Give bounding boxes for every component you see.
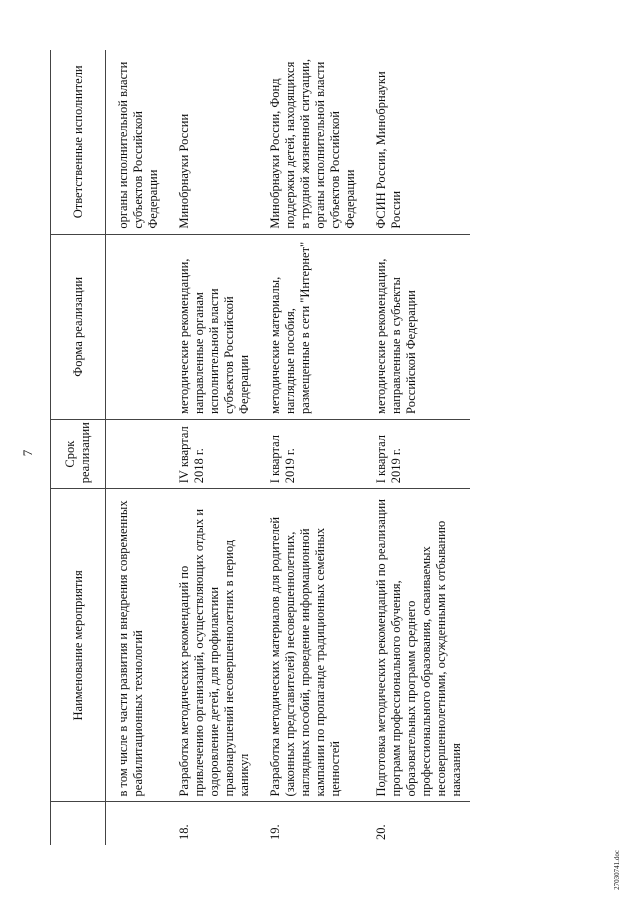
rotated-table-container (50, 50, 590, 845)
table-row-continuation (106, 50, 168, 845)
cell-form: методические рекомендации, направленные в субъекты Российской Федерации (364, 234, 470, 419)
header-measure-name: Наименование мероприятия (51, 489, 106, 802)
cell-term (106, 419, 168, 488)
cell-term: I квартал 2019 г. (364, 419, 470, 488)
cell-executors: органы исполнительной власти субъектов Российской Федерации (106, 50, 168, 234)
header-number (51, 802, 106, 845)
cell-number: 18. (177, 824, 191, 840)
header-form: Форма реализации (51, 234, 106, 419)
cell-measure-name: в том числе в части развития и внедрения современных реабилитационных технологий (106, 489, 168, 802)
cell-measure-name: Разработка методических рекомендаций по привлечению организаций, осуществляющих отдых и оздоровление детей, для профилактики правонарушений несовершеннолетних в период каникул (167, 489, 258, 802)
cell-form: методические рекомендации, направленные органам исполнительной власти субъектов Российской Федерации (167, 234, 258, 419)
header-term: Срок реализации (51, 419, 106, 488)
cell-measure-name: Разработка методических материалов для родителей (законных представителей) несовершеннолетних, наглядных пособий, проведение информационной кампании по пропаганде традиционных семейных ценностей (258, 489, 364, 802)
cell-number: 20. (374, 824, 388, 840)
table-row-18 (167, 50, 258, 845)
cell-form (106, 234, 168, 419)
cell-executors: Минобрнауки России (167, 50, 258, 234)
measures-table (50, 50, 470, 845)
cell-form: методические материалы, наглядные пособия, размещенные в сети "Интернет" (258, 234, 364, 419)
cell-term: IV квартал 2018 г. (167, 419, 258, 488)
table-row-20 (364, 50, 470, 845)
table-header-row (51, 50, 106, 845)
table-row-19 (258, 50, 364, 845)
cell-executors: ФСИН России, Минобрнауки России (364, 50, 470, 234)
header-executors: Ответственные исполнители (51, 50, 106, 234)
cell-number: 19. (268, 824, 282, 840)
page-number: 7 (20, 449, 35, 457)
cell-term: I квартал 2019 г. (258, 419, 364, 488)
footer-document-code: 27030741.doc (613, 850, 621, 890)
cell-measure-name: Подготовка методических рекомендаций по реализации программ профессионального обучения, образовательных программ среднего профессионального образования, осваиваемых несовершеннолетними, осужденными к отбыванию наказания (364, 489, 470, 802)
cell-number (106, 802, 168, 845)
cell-executors: Минобрнауки России, Фонд поддержки детей, находящихся в трудной жизненной ситуации, органы исполнительной власти субъектов Российской Федерации (258, 50, 364, 234)
